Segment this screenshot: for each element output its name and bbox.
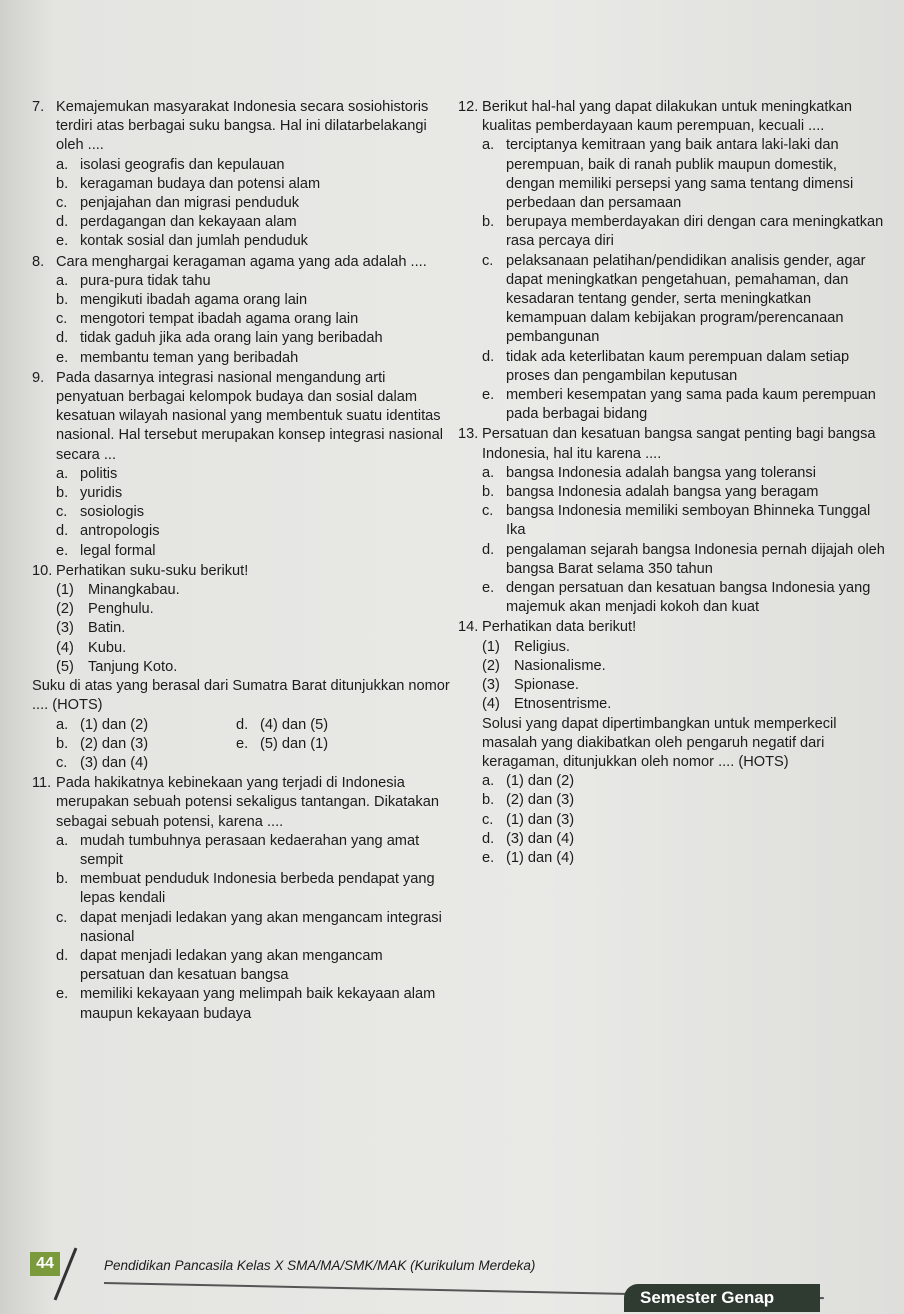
question-12: [458, 98, 888, 424]
option-e: e. dengan persatuan dan kesatuan bangsa Indonesia yang majemuk akan menjadi kokoh dan kuat: [482, 580, 871, 616]
option-c: c. penjajahan dan migrasi penduduk: [56, 195, 300, 212]
option-d: d. dapat menjadi ledakan yang akan mengancam persatuan dan kesatuan bangsa: [56, 947, 383, 984]
option-d: d. antropologis: [56, 523, 160, 540]
option-a: a. pura-pura tidak tahu: [56, 272, 211, 289]
left-column: [32, 98, 450, 1025]
question-8: [32, 253, 450, 368]
option-d: d. (4) dan (5): [236, 716, 329, 733]
option-b: b. (2) dan (3): [56, 735, 149, 752]
question-text: Perhatikan data berikut!: [482, 619, 637, 636]
list-item: (4) Etnosentrisme.: [482, 696, 612, 713]
question-number: 11.: [32, 775, 52, 792]
semester-badge: Semester Genap: [624, 1284, 820, 1312]
option-e: e. kontak sosial dan jumlah penduduk: [56, 233, 308, 250]
question-10: [32, 562, 450, 773]
list-item: (3) Spionase.: [482, 677, 579, 694]
option-e: e. (5) dan (1): [236, 735, 329, 752]
question-9: [32, 369, 450, 561]
option-d: d. tidak ada keterlibatan kaum perempuan dalam setiap proses dan pengambilan keputusan: [482, 348, 850, 384]
option-b: b. mengikuti ibadah agama orang lain: [56, 292, 308, 309]
option-c: c. mengotori tempat ibadah agama orang lain: [56, 311, 359, 328]
option-e: e. membantu teman yang beribadah: [56, 349, 299, 366]
option-d: d. perdagangan dan kekayaan alam: [56, 214, 297, 231]
option-c: c. (3) dan (4): [56, 754, 149, 771]
list-item: (1) Religius.: [482, 638, 570, 655]
question-prompt: Solusi yang dapat dipertimbangkan untuk memperkecil masalah yang diakibatkan oleh pengaruh negatif dari keragaman, ditunjukkan oleh nomor .... (HOTS): [482, 715, 837, 770]
option-e: e. legal formal: [56, 542, 156, 559]
question-number: 12.: [458, 99, 479, 115]
question-11: [32, 774, 450, 1024]
option-b: b. keragaman budaya dan potensi alam: [56, 175, 321, 192]
option-c: c. (1) dan (3): [482, 811, 575, 828]
option-b: b. (2) dan (3): [482, 792, 575, 809]
question-number: 9.: [32, 369, 45, 386]
option-d: d. (3) dan (4): [482, 830, 575, 847]
question-text: Perhatikan suku-suku berikut!: [56, 562, 249, 579]
question-text: Kemajemukan masyarakat Indonesia secara sosiohistoris terdiri atas berbagai suku bangsa. Hal ini dilatarbelakangi oleh ....: [56, 99, 429, 154]
question-14: [458, 618, 888, 868]
book-title: Pendidikan Pancasila Kelas X SMA/MA/SMK/MAK (Kurikulum Merdeka): [104, 1258, 536, 1273]
option-b: b. membuat penduduk Indonesia berbeda pendapat yang lepas kendali: [56, 871, 435, 907]
option-a: a. (1) dan (2): [56, 716, 149, 733]
question-13: [458, 425, 888, 617]
question-text: Berikut hal-hal yang dapat dilakukan untuk meningkatkan kualitas pemberdayaan kaum perempuan, kecuali ....: [482, 99, 852, 135]
page-number: 44: [30, 1252, 60, 1276]
right-column: [458, 98, 888, 869]
option-b: b. bangsa Indonesia adalah bangsa yang beragam: [482, 484, 819, 501]
question-number: 14.: [458, 619, 479, 636]
list-item: (1) Minangkabau.: [56, 582, 180, 599]
question-7: [32, 98, 450, 252]
option-e: e. memberi kesempatan yang sama pada kaum perempuan pada berbagai bidang: [482, 387, 876, 423]
option-c: c. dapat menjadi ledakan yang akan mengancam integrasi nasional: [56, 909, 442, 945]
question-number: 8.: [32, 253, 45, 270]
option-a: a. terciptanya kemitraan yang baik antara laki-laki dan perempuan, baik di ranah publik maupun domestik, dengan memiliki persepsi yang sama tentang dimensi perbedaan dan persamaan: [482, 137, 854, 212]
option-e: e. memiliki kekayaan yang melimpah baik kekayaan alam maupun kekayaan budaya: [56, 986, 436, 1022]
option-a: a. politis: [56, 465, 118, 482]
question-text: Cara menghargai keragaman agama yang ada adalah ....: [56, 253, 427, 270]
question-number: 13.: [458, 426, 479, 443]
list-item: (2) Nasionalisme.: [482, 657, 606, 674]
question-number: 7.: [32, 99, 45, 115]
option-e: e. (1) dan (4): [482, 849, 575, 866]
list-item: (4) Kubu.: [56, 639, 127, 656]
list-item: (3) Batin.: [56, 620, 126, 637]
question-prompt: Suku di atas yang berasal dari Sumatra Barat ditunjukkan nomor .... (HOTS): [32, 678, 450, 714]
option-a: a. (1) dan (2): [482, 773, 575, 790]
option-d: d. pengalaman sejarah bangsa Indonesia pernah dijajah oleh bangsa Barat selama 350 tahun: [482, 541, 885, 577]
option-a: a. mudah tumbuhnya perasaan kedaerahan yang amat sempit: [56, 832, 420, 868]
option-c: c. bangsa Indonesia memiliki semboyan Bhinneka Tunggal Ika: [482, 503, 871, 539]
question-text: Persatuan dan kesatuan bangsa sangat penting bagi bangsa Indonesia, hal itu karena ....: [482, 426, 876, 462]
option-c: c. sosiologis: [56, 504, 145, 521]
page-footer: [24, 1250, 904, 1314]
option-b: b. berupaya memberdayakan diri dengan cara meningkatkan rasa percaya diri: [482, 214, 884, 250]
option-c: c. pelaksanaan pelatihan/pendidikan analisis gender, agar dapat meningkatkan pengetahuan, pemahaman, dan kesadaran tentang gender, serta meningkatkan kemampuan dalam kebijakan program/perencanaan pembangunan: [482, 252, 866, 346]
question-number: 10.: [32, 562, 53, 579]
list-item: (5) Tanjung Koto.: [56, 658, 178, 675]
option-d: d. tidak gaduh jika ada orang lain yang beribadah: [56, 330, 383, 347]
option-a: a. bangsa Indonesia adalah bangsa yang toleransi: [482, 464, 816, 481]
question-text: Pada hakikatnya kebinekaan yang terjadi di Indonesia merupakan sebuah potensi sekaligus tantangan. Dikatakan sebagai sebuah potensi, karena ....: [56, 775, 439, 830]
option-a: a. isolasi geografis dan kepulauan: [56, 156, 285, 173]
question-text: Pada dasarnya integrasi nasional mengandung arti penyatuan berbagai kelompok budaya dan sosial dalam kesatuan wilayah nasional yang membentuk suatu identitas nasional. Hal tersebut merupakan konsep integrasi nasional secara ...: [56, 369, 443, 463]
list-item: (2) Penghulu.: [56, 601, 154, 618]
option-b: b. yuridis: [56, 485, 123, 502]
